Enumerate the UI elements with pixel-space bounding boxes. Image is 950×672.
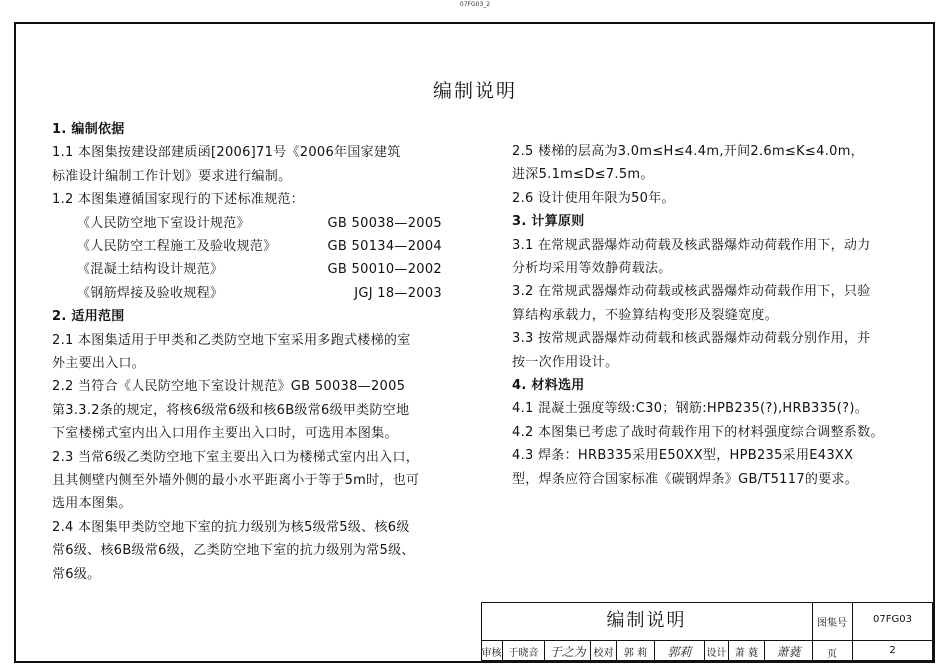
paragraph-line: 4.1 混凝土强度等级:C30；钢筋:HPB235(?),HRB335(?)。: [512, 401, 868, 417]
signature-row: [481, 641, 812, 661]
header-code: 07FG03_2: [459, 1, 491, 8]
paragraph-line: 进深5.1m≤D≤7.5m。: [512, 167, 654, 183]
checker-signature: 郭莉: [655, 641, 705, 661]
left-column: [52, 118, 452, 586]
paragraph-line: 2.2 当符合《人民防空地下室设计规范》GB 50038—2005: [52, 379, 406, 395]
standard-item: [52, 258, 452, 281]
section-heading: 3. 计算原则: [512, 214, 585, 230]
designer-signature: 萧蕤: [776, 644, 801, 659]
reviewer-name: 于晓音: [503, 641, 545, 661]
standard-code: GB 50134—2004: [327, 239, 442, 255]
paragraph-line: 常6级。: [52, 566, 101, 582]
design-label: 设计: [705, 641, 729, 661]
paragraph-line: 2.5 楼梯的层高为3.0m≤H≤4.4m,开间2.6m≤K≤4.0m，: [512, 144, 864, 159]
paragraph-line: 且其侧壁内侧至外墙外侧的最小水平距离小于等于5m时，也可: [52, 473, 420, 489]
paragraph-line: 3.1 在常规武器爆炸动荷载及核武器爆炸动荷载作用下，动力: [512, 237, 871, 253]
atlas-number: 07FG03: [873, 614, 912, 625]
designer-name: 萧 蕤: [729, 641, 765, 661]
paragraph-line: 按一次作用设计。: [512, 354, 619, 370]
checker-name: 郭 莉: [617, 641, 655, 661]
standard-code: GB 50010—2002: [327, 262, 442, 278]
page-title: 编制说明: [432, 80, 517, 102]
section-heading: 1. 编制依据: [52, 122, 125, 137]
standard-name: 《混凝土结构设计规范》: [77, 262, 224, 278]
paragraph-line: 下室楼梯式室内出入口用作主要出入口时，可选用本图集。: [52, 426, 398, 442]
paragraph-line: 型，焊条应符合国家标准《碳钢焊条》GB/T5117的要求。: [512, 471, 859, 487]
standard-code: GB 50038—2005: [327, 215, 442, 231]
paragraph-line: 常6级、核6B级常6级，乙类防空地下室的抗力级别为常5级、: [52, 543, 415, 559]
paragraph-line: 3.2 在常规武器爆炸动荷载或核武器爆炸动荷载作用下，只验: [512, 284, 871, 300]
standard-code: JGJ 18—2003: [354, 285, 442, 301]
reviewer-signature: 于之为: [545, 641, 591, 661]
standard-name: 《人民防空工程施工及验收规范》: [77, 239, 277, 255]
paragraph-line: 分析均采用等效静荷载法。: [512, 261, 672, 277]
paragraph-line: 4.3 焊条：HRB335采用E50XX型，HPB235采用E43XX: [512, 448, 854, 464]
page-label: 页: [827, 649, 837, 660]
paragraph-line: 标准设计编制工作计划》要求进行编制。: [52, 168, 292, 184]
paragraph-line: 2.6 设计使用年限为50年。: [512, 190, 675, 206]
paragraph-line: 2.1 本图集适用于甲类和乙类防空地下室采用多跑式楼梯的室: [52, 332, 411, 348]
paragraph-line: 第3.3.2条的规定，将核6级常6级和核6B级常6级甲类防空地: [52, 402, 410, 418]
atlas-label: 图集号: [817, 618, 847, 629]
paragraph-line: 2.4 本图集甲类防空地下室的抗力级别为核5级常5级、核6级: [52, 519, 410, 535]
page-number: 2: [889, 645, 896, 656]
section-heading: 2. 适用范围: [52, 309, 125, 325]
standard-item: [52, 282, 452, 305]
paragraph-line: 3.3 按常规武器爆炸动荷载和核武器爆炸动荷载分别作用，并: [512, 331, 871, 347]
paragraph-line: 4.2 本图集已考虑了战时荷载作用下的材料强度综合调整系数。: [512, 424, 884, 440]
title-block-title: 编制说明: [606, 610, 687, 631]
standard-name: 《钢筋焊接及验收规程》: [77, 285, 224, 301]
standard-name: 《人民防空地下室设计规范》: [77, 215, 250, 231]
check-label: 校对: [591, 641, 617, 661]
right-column: [512, 140, 912, 491]
paragraph-line: 2.3 当常6级乙类防空地下室主要出入口为楼梯式室内出入口，: [52, 449, 420, 465]
paragraph-line: 1.1 本图集按建设部建质函[2006]71号《2006年国家建筑: [52, 145, 401, 161]
section-heading: 4. 材料选用: [512, 378, 585, 394]
paragraph-line: 选用本图集。: [52, 496, 132, 512]
review-label: 审核: [481, 641, 503, 661]
paragraph-line: 外主要出入口。: [52, 356, 146, 371]
standard-item: [52, 235, 452, 258]
paragraph-line: 1.2 本图集遵循国家现行的下述标准规范：: [52, 192, 305, 208]
standard-item: [52, 212, 452, 235]
paragraph-line: 算结构承载力，不验算结构变形及裂缝宽度。: [512, 307, 779, 323]
